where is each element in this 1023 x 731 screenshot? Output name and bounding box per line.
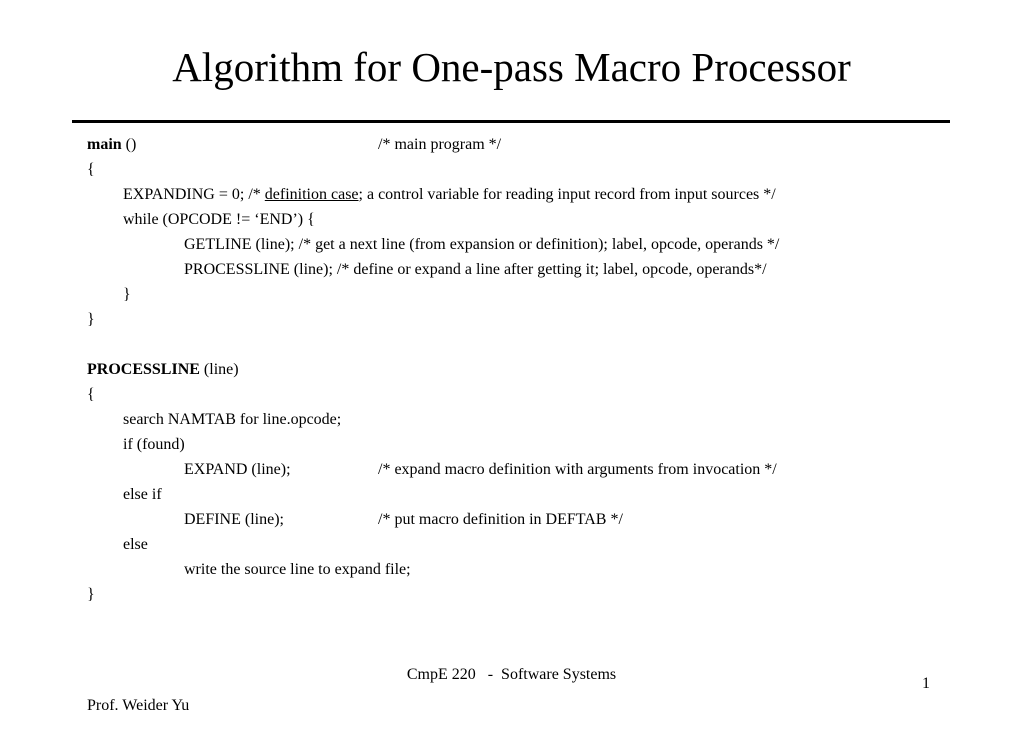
main-parens: () — [121, 136, 137, 153]
main-signature-line — [87, 135, 136, 155]
main-open-brace: { — [87, 161, 95, 178]
define-comment: /* put macro definition in DEFTAB */ — [378, 511, 623, 528]
processline-signature-line — [87, 360, 239, 380]
processline-call-line: PROCESSLINE (line); /* define or expand a line after getting it; label, opcode, operands*/ — [184, 261, 767, 278]
else-line: else — [123, 536, 148, 553]
if-found-line: if (found) — [123, 436, 185, 453]
main-keyword: main — [87, 136, 122, 153]
processline-params: (line) — [199, 361, 239, 378]
else-if-line: else if — [123, 486, 162, 503]
page-number: 1 — [922, 675, 930, 692]
write-source-line: write the source line to expand file; — [184, 561, 411, 578]
main-comment: /* main program */ — [378, 136, 502, 153]
search-namtab-line: search NAMTAB for line.opcode; — [123, 411, 342, 428]
getline-line: GETLINE (line); /* get a next line (from expansion or definition); label, opcode, operands */ — [184, 236, 780, 253]
title-divider — [72, 120, 950, 123]
processline-keyword: PROCESSLINE — [87, 361, 200, 378]
processline-open-brace: { — [87, 386, 95, 403]
expand-call: EXPAND (line); — [184, 461, 291, 478]
expanding-comment-rest: ; a control variable for reading input record from input sources */ — [358, 186, 776, 203]
author-footer: Prof. Weider Yu — [87, 697, 190, 714]
while-close-brace: } — [123, 286, 131, 303]
define-call: DEFINE (line); — [184, 511, 284, 528]
expanding-line — [123, 185, 776, 205]
course-footer: CmpE 220 - Software Systems — [406, 666, 617, 683]
expand-comment: /* expand macro definition with arguments from invocation */ — [378, 461, 777, 478]
definition-case-underlined: definition case — [264, 186, 359, 203]
slide-title: Algorithm for One-pass Macro Processor — [172, 44, 851, 90]
processline-close-brace: } — [87, 586, 95, 603]
main-close-brace: } — [87, 311, 95, 328]
while-loop-line: while (OPCODE != ‘END’) { — [123, 211, 315, 228]
expanding-statement: EXPANDING = 0; /* — [123, 186, 265, 203]
